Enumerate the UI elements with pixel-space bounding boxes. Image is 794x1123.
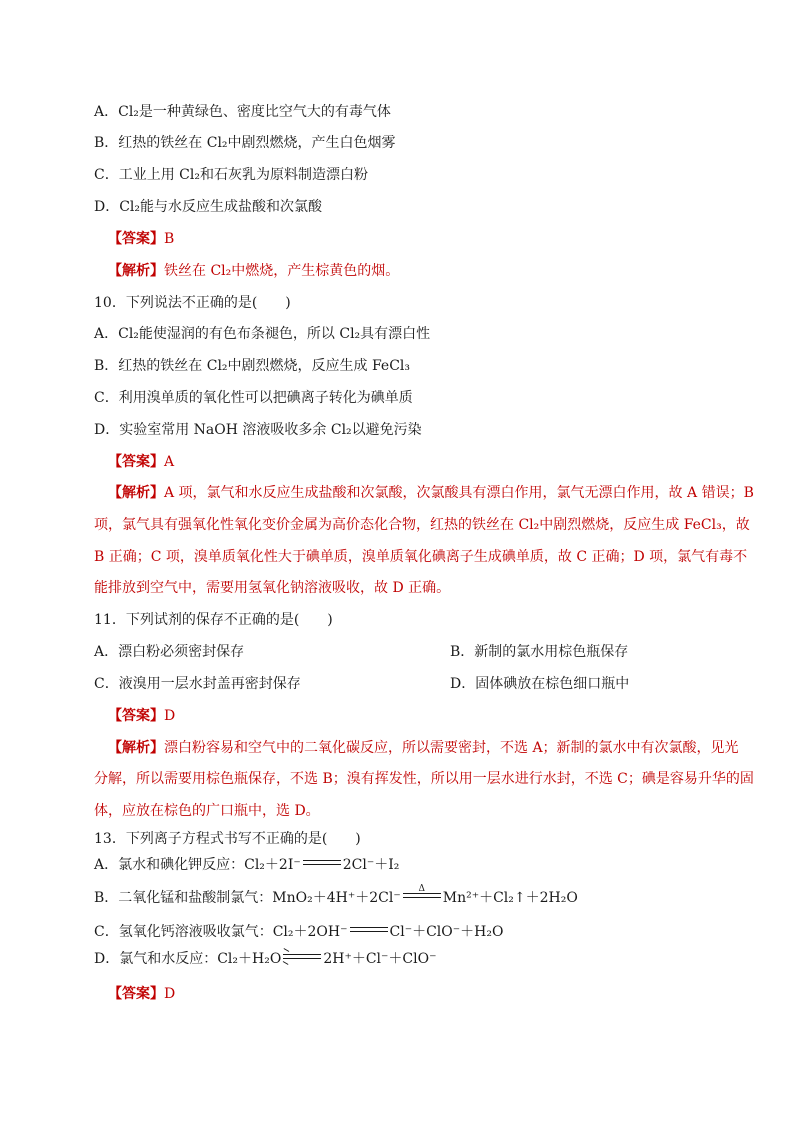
equation-right: Cl⁻＋ClO⁻＋H₂O — [389, 924, 504, 940]
explanation-text: A 项，氯气和水反应生成盐酸和次氯酸，次氯酸具有漂白作用，氯气无漂白作用，故 A 错误；B — [164, 485, 754, 501]
q11-explanation-line-2: 分解，所以需要用棕色瓶保存，不选 B；溴有挥发性，所以用一层水进行水封，不选 C；碘是容易升华的固 — [94, 771, 754, 787]
answer-label: 【答案】 — [108, 708, 164, 724]
answer-label: 【答案】 — [108, 454, 164, 470]
answer-label: 【答案】 — [108, 231, 164, 247]
q11-options-row-2 — [94, 674, 630, 694]
answer-value: B — [164, 231, 175, 247]
q9-answer — [108, 229, 174, 249]
heat-equals-sign — [403, 884, 441, 903]
q11-stem: 11．下列试剂的保存不正确的是( ) — [94, 612, 333, 628]
answer-value: A — [164, 454, 175, 470]
q11-explanation-line-3: 体，应放在棕色的广口瓶中，选 D。 — [94, 803, 320, 819]
q10-option-b: B．红热的铁丝在 Cl₂中剧烈燃烧，反应生成 FeCl₃ — [94, 358, 411, 374]
q10-stem: 10．下列说法不正确的是( ) — [94, 295, 291, 311]
answer-value: D — [164, 708, 176, 724]
q10-option-d: D．实验室常用 NaOH 溶液吸收多余 Cl₂以避免污染 — [94, 422, 422, 438]
q11-option-c: C．液溴用一层水封盖再密封保存 — [94, 676, 301, 692]
q11-options-row-1 — [94, 642, 629, 662]
q10-explanation-line-3: B 正确；C 项，溴单质氧化性大于碘单质，溴单质氧化碘离子生成碘单质，故 C 正确；D 项，氯气有毒不 — [94, 549, 748, 565]
explanation-label: 【解析】 — [108, 263, 164, 279]
q13-answer — [108, 984, 175, 1004]
q9-option-b: B．红热的铁丝在 Cl₂中剧烈燃烧，产生白色烟雾 — [94, 135, 396, 151]
q13-option-b — [94, 884, 578, 908]
q11-option-d: D．固体碘放在棕色细口瓶中 — [450, 676, 630, 692]
equals-sign — [303, 856, 341, 870]
q13-stem: 13．下列离子方程式书写不正确的是( ) — [94, 831, 361, 847]
equation-left: D．氯气和水反应：Cl₂＋H₂O — [94, 951, 282, 967]
q10-explanation-line-4: 能排放到空气中，需要用氢氧化钠溶液吸收，故 D 正确。 — [94, 580, 451, 596]
delta-symbol: Δ — [418, 884, 425, 894]
q9-explanation — [108, 261, 399, 281]
q11-option-a: A．漂白粉必须密封保存 — [94, 644, 245, 660]
q11-explanation-line-1 — [108, 738, 739, 758]
q13-option-a — [94, 855, 399, 875]
q10-explanation-line-2: 项，氯气具有强氧化性氧化变价金属为高价态化合物，红热的铁丝在 Cl₂中剧烈燃烧，反应生成 FeCl₃，故 — [94, 517, 750, 533]
answer-label: 【答案】 — [108, 986, 164, 1002]
q9-option-c: C．工业上用 Cl₂和石灰乳为原料制造漂白粉 — [94, 167, 368, 183]
q10-option-a: A．Cl₂能使湿润的有色布条褪色，所以 Cl₂具有漂白性 — [94, 326, 431, 342]
q10-answer — [108, 452, 174, 472]
explanation-text: 铁丝在 Cl₂中燃烧，产生棕黄色的烟。 — [164, 263, 400, 279]
q11-answer — [108, 706, 175, 726]
explanation-label: 【解析】 — [108, 485, 164, 501]
explanation-label: 【解析】 — [108, 740, 164, 756]
q13-option-c — [94, 922, 503, 942]
explanation-text: 漂白粉容易和空气中的二氧化碳反应，所以需要密封，不选 A；新制的氯水中有次氯酸，见光 — [164, 740, 739, 756]
equation-right: Mn²⁺＋Cl₂↑＋2H₂O — [442, 890, 578, 906]
equals-sign — [350, 923, 388, 937]
equation-left: A．氯水和碘化钾反应：Cl₂＋2I⁻ — [94, 857, 301, 873]
q10-explanation-line-1 — [108, 483, 754, 503]
equation-right: 2H⁺＋Cl⁻＋ClO⁻ — [323, 951, 437, 967]
q11-option-b: B．新制的氯水用棕色瓶保存 — [450, 644, 629, 660]
equation-right: 2Cl⁻＋I₂ — [342, 857, 400, 873]
q9-option-d: D．Cl₂能与水反应生成盐酸和次氯酸 — [94, 199, 323, 215]
equation-left: C．氢氧化钙溶液吸收氯气：Cl₂＋2OH⁻ — [94, 924, 348, 940]
reversible-arrow-icon — [283, 950, 321, 964]
q13-option-d — [94, 949, 436, 969]
q10-option-c: C．利用溴单质的氧化性可以把碘离子转化为碘单质 — [94, 390, 413, 406]
answer-value: D — [164, 986, 176, 1002]
q9-option-a: A．Cl₂是一种黄绿色、密度比空气大的有毒气体 — [94, 104, 391, 120]
equation-left: B．二氧化锰和盐酸制氯气：MnO₂＋4H⁺＋2Cl⁻ — [94, 890, 401, 906]
